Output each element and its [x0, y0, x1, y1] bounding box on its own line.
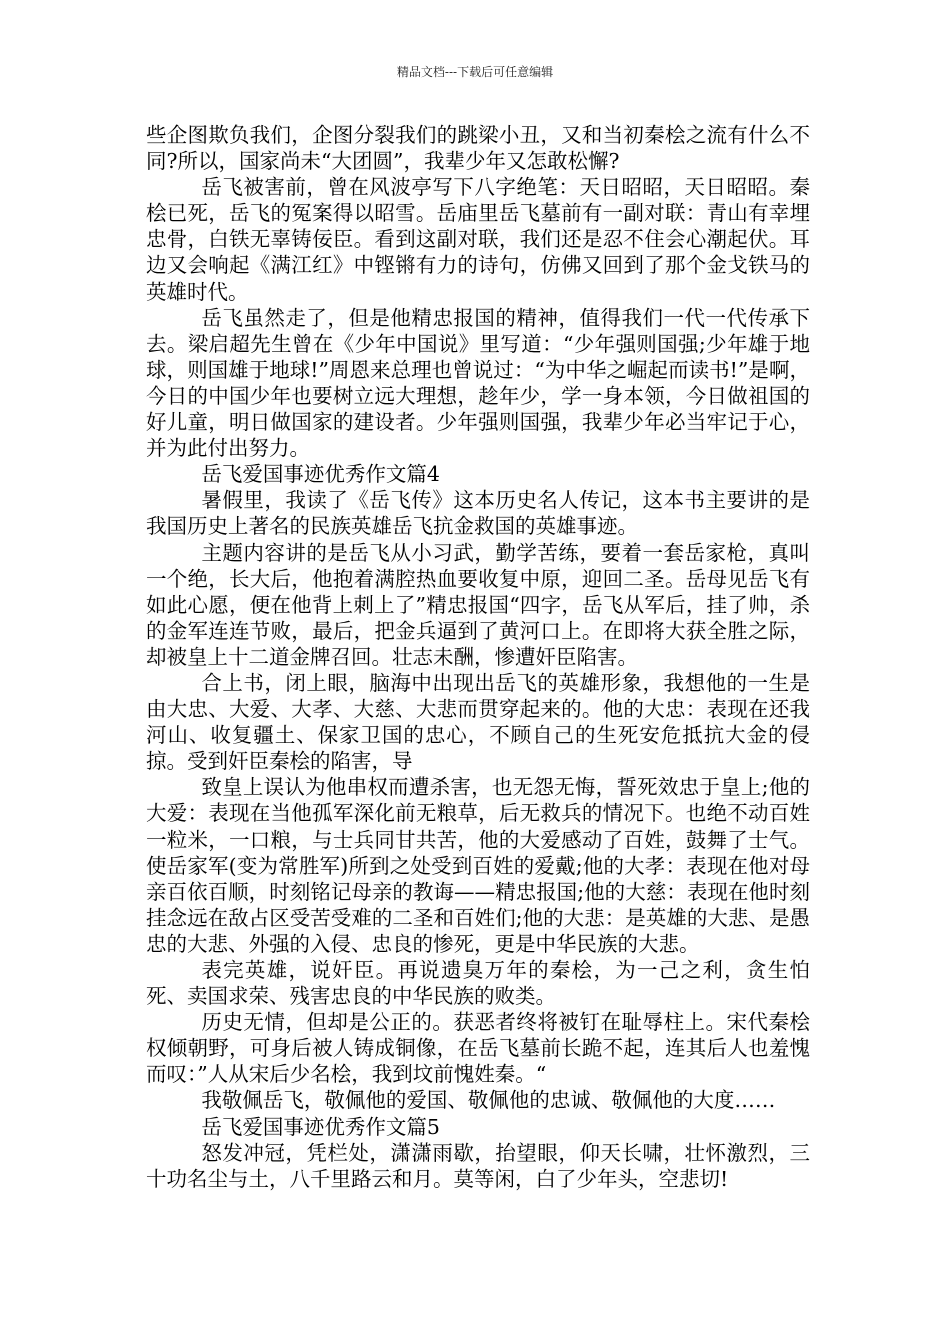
- paragraph-3: 岳飞虽然走了，但是他精忠报国的精神，值得我们一代一代传承下去。梁启超先生曾在《少年中国说》里写道：“少年强则国强;少年雄于地球，则国雄于地球!”周恩来总理也曾说过：“为中华之崛起而读书!”是啊，今日的中国少年也要树立远大理想，趁年少，学一身本领，今日做祖国的好儿童，明日做国家的建设者。少年强则国强，我辈少年必当牢记于心，并为此付出努力。: [146, 305, 810, 461]
- paragraph-1: 些企图欺负我们，企图分裂我们的跳梁小丑，又和当初秦桧之流有什么不同?所以，国家尚未“大团圆”，我辈少年又怎敢松懈?: [146, 123, 810, 174]
- paragraph-6: 主题内容讲的是岳飞从小习武，勤学苦练，要着一套岳家枪，真叫一个绝，长大后，他抱着满腔热血要收复中原，迎回二圣。岳母见岳飞有如此心愿，便在他背上刺上了”精忠报国“四字，岳飞从军后，挂了帅，杀的金军连连节败，最后，把金兵逼到了黄河口上。在即将大获全胜之际，却被皇上十二道金牌召回。壮志未酬，惨遭奸臣陷害。: [146, 540, 810, 669]
- paragraph-2: 岳飞被害前，曾在风波亭写下八字绝笔：天日昭昭，天日昭昭。秦桧已死，岳飞的冤案得以昭雪。岳庙里岳飞墓前有一副对联：青山有幸埋忠骨，白铁无辜铸佞臣。看到这副对联，我们还是忍不住会心潮起伏。耳边又会响起《满江红》中铿锵有力的诗句，仿佛又回到了那个金戈铁马的英雄时代。: [146, 175, 810, 304]
- paragraph-7: 合上书，闭上眼，脑海中出现出岳飞的英雄形象，我想他的一生是由大忠、大爱、大孝、大慈、大悲而贯穿起来的。他的大忠：表现在还我河山、收复疆土、保家卫国的忠心，不顾自己的生死安危抵抗大金的侵掠。受到奸臣秦桧的陷害，导: [146, 670, 810, 774]
- paragraph-5: 暑假里，我读了《岳飞传》这本历史名人传记，这本书主要讲的是我国历史上著名的民族英雄岳飞抗金救国的英雄事迹。: [146, 488, 810, 539]
- section-heading-4: 岳飞爱国事迹优秀作文篇4: [201, 462, 440, 487]
- paragraph-10: 历史无情，但却是公正的。获恶者终将被钉在耻辱柱上。宋代秦桧权倾朝野，可身后被人铸成铜像，在岳飞墓前长跪不起，连其后人也羞愧而叹：”人从宋后少名桧，我到坟前愧姓秦。“: [146, 1010, 810, 1087]
- paragraph-9: 表完英雄，说奸臣。再说遗臭万年的秦桧，为一己之利，贪生怕死、卖国求荣、残害忠良的中华民族的败类。: [146, 958, 810, 1009]
- document-body: [146, 122, 810, 1192]
- section-heading-5: 岳飞爱国事迹优秀作文篇5: [201, 1114, 440, 1139]
- paragraph-13: 怒发冲冠，凭栏处，潇潇雨歇，抬望眼，仰天长啸，壮怀激烈，三十功名尘与土，八千里路云和月。莫等闲，白了少年头，空悲切!: [146, 1140, 810, 1191]
- paragraph-8: 致皇上误认为他串权而遭杀害，也无怨无悔，誓死效忠于皇上;他的大爱：表现在当他孤军深化前无粮草，后无救兵的情况下。也绝不动百姓一粒米，一口粮，与士兵同甘共苦，他的大爱感动了百姓，鼓舞了士气。使岳家军(变为常胜军)所到之处受到百姓的爱戴;他的大孝：表现在他对母亲百依百顺，时刻铭记母亲的教诲——精忠报国;他的大慈：表现在他时刻挂念远在敌占区受苦受难的二圣和百姓们;他的大悲：是英雄的大悲、是愚忠的大悲、外强的入侵、忠良的惨死，更是中华民族的大悲。: [146, 775, 810, 956]
- paragraph-11: 我敬佩岳飞，敬佩他的爱国、敬佩他的忠诚、敬佩他的大度……: [201, 1088, 776, 1113]
- page-header: 精品文档---下载后可任意编辑: [396, 65, 554, 79]
